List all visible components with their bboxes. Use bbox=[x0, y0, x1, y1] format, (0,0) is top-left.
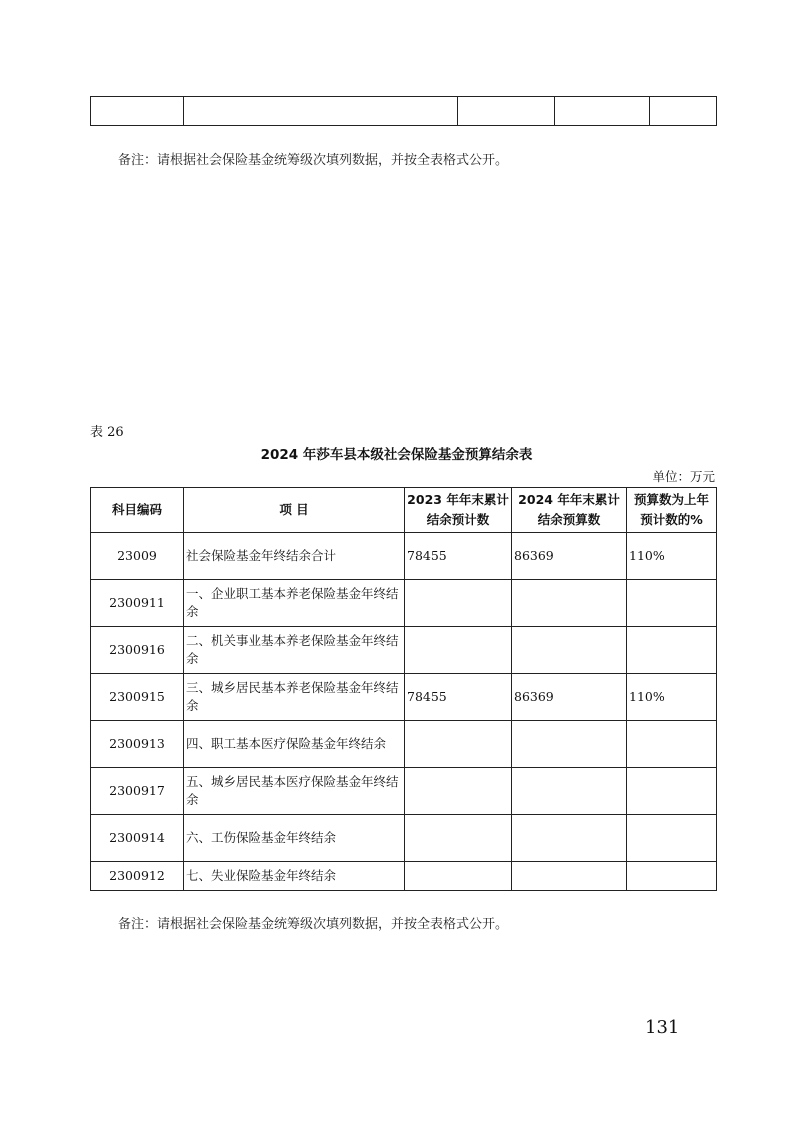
header-row bbox=[91, 488, 717, 533]
row-code: 2300915 bbox=[91, 674, 184, 721]
row-pct bbox=[627, 721, 717, 768]
header-2023: 2023 年年末累计结余预计数 bbox=[405, 488, 512, 533]
row-item: 社会保险基金年终结余合计 bbox=[184, 533, 405, 580]
row-pct bbox=[627, 768, 717, 815]
row-2024: 86369 bbox=[512, 674, 627, 721]
row-pct: 110% bbox=[627, 674, 717, 721]
row-2024 bbox=[512, 815, 627, 862]
row-pct: 110% bbox=[627, 533, 717, 580]
row-pct bbox=[627, 580, 717, 627]
top-note: 备注：请根据社会保险基金统筹级次填列数据，并按全表格式公开。 bbox=[118, 153, 509, 168]
row-pct bbox=[627, 627, 717, 674]
table-row bbox=[91, 533, 717, 580]
table-row bbox=[91, 627, 717, 674]
empty-row bbox=[91, 97, 717, 126]
row-2024 bbox=[512, 627, 627, 674]
empty-cell bbox=[184, 97, 458, 126]
table-row bbox=[91, 768, 717, 815]
row-2023 bbox=[405, 862, 512, 891]
row-2024 bbox=[512, 721, 627, 768]
row-item: 三、城乡居民基本养老保险基金年终结余 bbox=[184, 674, 405, 721]
budget-balance-table bbox=[90, 487, 717, 891]
page-number: 131 bbox=[645, 1017, 680, 1038]
header-item: 项 目 bbox=[184, 488, 405, 533]
empty-cell bbox=[650, 97, 717, 126]
row-code: 2300913 bbox=[91, 721, 184, 768]
row-code: 23009 bbox=[91, 533, 184, 580]
empty-cell bbox=[555, 97, 650, 126]
row-pct bbox=[627, 862, 717, 891]
table-row bbox=[91, 721, 717, 768]
row-2023 bbox=[405, 768, 512, 815]
row-code: 2300914 bbox=[91, 815, 184, 862]
row-item: 四、职工基本医疗保险基金年终结余 bbox=[184, 721, 405, 768]
row-2023 bbox=[405, 627, 512, 674]
row-pct bbox=[627, 815, 717, 862]
row-code: 2300917 bbox=[91, 768, 184, 815]
row-2023: 78455 bbox=[405, 533, 512, 580]
table-number: 表 26 bbox=[90, 425, 124, 440]
table-row bbox=[91, 815, 717, 862]
row-2024: 86369 bbox=[512, 533, 627, 580]
table-row bbox=[91, 862, 717, 891]
previous-table-tail bbox=[90, 96, 717, 126]
row-item: 七、失业保险基金年终结余 bbox=[184, 862, 405, 891]
row-2024 bbox=[512, 862, 627, 891]
row-item: 五、城乡居民基本医疗保险基金年终结余 bbox=[184, 768, 405, 815]
table-title: 2024 年莎车县本级社会保险基金预算结余表 bbox=[260, 447, 533, 463]
bottom-note: 备注：请根据社会保险基金统筹级次填列数据，并按全表格式公开。 bbox=[118, 917, 509, 932]
header-pct: 预算数为上年预计数的% bbox=[627, 488, 717, 533]
empty-cell bbox=[91, 97, 184, 126]
empty-cell bbox=[458, 97, 555, 126]
row-2023 bbox=[405, 815, 512, 862]
header-2024: 2024 年年末累计结余预算数 bbox=[512, 488, 627, 533]
unit-label: 单位：万元 bbox=[652, 469, 715, 484]
row-item: 六、工伤保险基金年终结余 bbox=[184, 815, 405, 862]
row-2023 bbox=[405, 721, 512, 768]
row-2024 bbox=[512, 580, 627, 627]
row-2024 bbox=[512, 768, 627, 815]
row-2023: 78455 bbox=[405, 674, 512, 721]
row-code: 2300912 bbox=[91, 862, 184, 891]
row-item: 二、机关事业基本养老保险基金年终结余 bbox=[184, 627, 405, 674]
table-row bbox=[91, 674, 717, 721]
header-code: 科目编码 bbox=[91, 488, 184, 533]
row-code: 2300911 bbox=[91, 580, 184, 627]
table-row bbox=[91, 580, 717, 627]
row-item: 一、企业职工基本养老保险基金年终结余 bbox=[184, 580, 405, 627]
row-2023 bbox=[405, 580, 512, 627]
row-code: 2300916 bbox=[91, 627, 184, 674]
